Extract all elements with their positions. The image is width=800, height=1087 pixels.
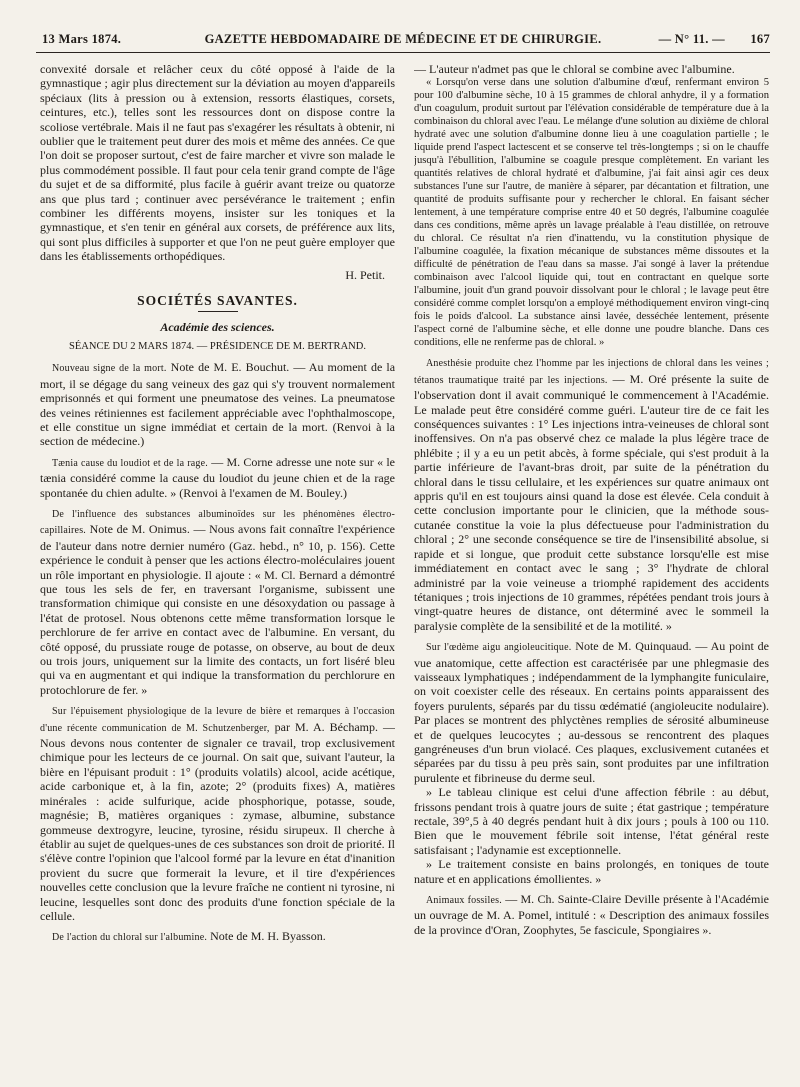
section-title: SOCIÉTÉS SAVANTES. <box>137 293 298 309</box>
page-number: 167 <box>750 32 770 46</box>
article-heading: De l'action du chloral sur l'albumine. <box>52 932 208 944</box>
chloral-continuation: — L'auteur n'admet pas que le chloral se combine avec l'albumine. <box>414 62 735 76</box>
journal-title: GAZETTE HEBDOMADAIRE DE MÉDECINE ET DE CHIRURGIE. <box>204 32 602 46</box>
article-body: — M. Oré présente la suite de l'observation dont il avait communiqué le commencement à l'Académie. Le malade peut être considéré comme guéri. L'auteur tire de ce fait les conséquences suivantes : 1° Les injections intra-veineuses de chloral sont inoffensives. On n'a pas observé chez ce malade la plus légère trace de phlébite ; il y a eu un petit abcès, à forme spéciale, qui s'est produit à la partie inférieure de l'avant-bras droit, par suite de la pénétration du chloral dans le tissu cellulaire, et les expériences sur quatre animaux ont appris qu'il en est toujours ainsi quand la dose est élevée. Cela conduit à cette conclusion importante pour le clinicien, que la méthode sous-cutanée constitue la voie la plus défectueuse pour l'administration du chloral ; 2° une seconde conséquence se tire de l'insensibilité absolue, si rapide et si longue, que produit cette substance lorsqu'elle est mise immédiatement en contact avec le sang ; 3° l'hydrate de chloral administré par la voie veineuse a triomphé rapidement des accidents tétaniques ; trois injections de 10 grammes, répétées pendant trois jours à vingt-quatre heures de distance, ont déterminé avec le sommeil la paralysie complète de la sensibilité et de la motilité. » <box>414 371 769 633</box>
running-header <box>36 30 770 53</box>
article-body: Note de M. Onimus. — Nous avons fait connaître l'expérience de l'auteur dans notre dernier numéro (Gaz. hebd., n° 10, p. 156). Cette expérience le conduit à penser que les actions électro-moléculaires jouent un rôle important en physiologie. Il ajoute : « M. Cl. Bernard a démontré que tous les sels de fer, en traversant l'organisme, subissent une transformation chimique qui consiste en une désoxydation ou passage à l'état de protosel. Nous obtenons cette même transformation lorsque le perchlorure de fer arrive en contact avec de l'albumine. En versant, du côté opposé, du prussiate rouge de potasse, on observe, au bout de deux ou trois jours, uniquement sur la limite des contacts, un fort liséré bleu qui va en augmentant et qui indique la transformation du perchlorure en protochlorure de fer. » <box>40 522 395 697</box>
author-signature: H. Petit. <box>345 267 385 282</box>
article-body: Note de M. Quinquaud. — Au point de vue anatomique, cette affection est caractérisée par une phlegmasie des vaisseaux lymphatiques ; indépendamment de la lymphangite funiculaire, on voit coexister celle des réseaux. En certains points apparaissent des foyers purulents, séparés par du tissu œdématié (angioleucite nodulaire). Par places se montrent des phlyctènes remplies de sérosité albumineuse et de quelques leucocytes ; au-dessous se rencontrent des plaques gangréneuses d'un brun violacé. Ces plaques, exclusivement cutanées et séparées par du tissu à peu près sain, sont produites par une infiltration purulente et fibrineuse du derme seul. <box>414 639 769 785</box>
section-rule <box>198 311 238 312</box>
article-nouveau-signe <box>40 360 395 448</box>
article-heading: Nouveau signe de la mort. <box>52 363 167 375</box>
issue-page <box>659 32 770 47</box>
article-heading: Sur l'épuisement physiologique de la levure de bière et remarques à l'occasion d'une récente communication de M. Schutzenberger, <box>40 706 395 734</box>
article-body: Note de M. E. Bouchut. — Au moment de la mort, il se dégage du sang veineux des gaz qui s'y trouvent normalement emprisonnés et qui forment une pneumatose des veines. La pneumatose des veines rétiniennes est facilement appréciable avec l'ophthalmoscope, et elle constitue un signe immédiat et certain de la mort. (Renvoi à la section de médecine.) <box>40 360 395 449</box>
article-body: par M. A. Béchamp. — Nous devons nous contenter de signaler ce travail, trop exclusivement chimique pour les lecteurs de ce journal. On sait que, suivant l'auteur, la bière en l'épuisant produit : 1° (produits volatils) alcool, acide acétique, acide carbonique et, à la fin, azote; 2° (produits fixes) A, matières minérales : acide sulfurique, acide phosphorique, potasse, soude, magnésie; B, matières organiques : zymase, albumine, substance gommeuse dextrogyre, leucine, tyrosine, résidu sirupeux. Il cherche à établir au sujet de quelques-unes de ces substances son droit de priorité. Il s'élève contre l'opinion que l'alcool formé par la levure en état d'inanition provient du sucre que formerait la levure, et il tire d'expériences nouvelles cette conclusion que la levure fraîche ne contient ni tyrosine, ni leucine, lesquelles sont donc des produits d'une fonction spéciale de la cellule. <box>40 719 395 923</box>
subsection-title: Académie des sciences. <box>160 319 275 334</box>
article-levure <box>40 703 395 923</box>
oedeme-clinique: » Le tableau clinique est celui d'une affection fébrile : au début, frissons pendant trois à quatre jours de suite ; état gastrique ; température rectale, 39°,5 à 40 degrés pendant huit à dix jours ; pouls à 100 ou 110. Bien que le mouvement fébrile soit intense, l'état général reste satisfaisant ; l'adynamie est exceptionnelle. <box>414 785 769 857</box>
article-taenia <box>40 455 395 500</box>
article-heading: Sur l'œdème aigu angioleucitique. <box>426 642 572 654</box>
chloral-quote: « Lorsqu'on verse dans une solution d'albumine d'œuf, renfermant environ 5 pour 100 d'albumine sèche, 10 à 15 grammes de chloral anhydre, il y a formation d'un coagulum, produit surtout par l'élévation considérable de température due à la combinaison du chloral avec l'eau. Le mélange d'une solution au dixième de chloral hydraté avec une solution d'albumine donne lieu à une coagulation partielle ; le liquide prend l'aspect lactescent et se conserve tel très-longtemps ; si on le chauffe jusqu'à l'ébullition, l'albumine se coagule presque complètement. En variant les quantités relatives de chloral hydraté et d'albumine, j'ai fait ainsi agir ces deux substances l'une sur l'autre, de manière à séparer, par décantation et filtration, une quantité de produits suffisante pour y rechercher le chloral. En faisant sécher lentement, à une température comprise entre 40 et 50 degrés, l'albumine coagulée dans ces conditions, même après un lavage préalable à l'eau distillée, on retrouve du chloral. Ce résultat n'a rien d'inattendu, vu la constitution physique de l'albumine coagulée, la fixation mécanique de substances même dissoutes et la difficulté de pénétration de l'eau dans sa masse. J'ai songé à laver la prétendue combinaison avec l'alcool liquide qui, tout en contractant en quelque sorte l'albumine, jouit d'un grand pouvoir dissolvant pour le chloral ; le lavage peut être considéré comme complet lorsqu'on a employé méthodiquement environ vingt-cinq fois le poids d'alcool. La substance ainsi lavée, desséchée lentement, présente l'aspect corné de l'albumine sèche, et elle donne une poudre blanche. Dans ces conditions, elle ne renferme pas de chloral. » <box>414 77 769 349</box>
article-animaux-fossiles <box>414 892 769 937</box>
article-body: — M. Ch. Sainte-Claire Deville présente à l'Académie un ouvrage de M. A. Pomel, intitulé : « Description des animaux fossiles de la province d'Oran, Zoophytes, 5e fascicule, Spongiaires ». <box>414 892 769 937</box>
left-column <box>40 62 395 1072</box>
article-heading: De l'influence des substances albuminoïdes sur les phénomènes électro-capillaires. <box>40 508 395 537</box>
article-body: — M. Corne adresse une note sur « le tænia considéré comme la cause du loudiot du jeune chien et de la rage spontanée du chien adulte. » (Renvoi à l'examen de M. Bouley.) <box>40 454 395 500</box>
article-anesthesie <box>414 355 769 633</box>
seance-line: SÉANCE DU 2 MARS 1874. — PRÉSIDENCE DE M. BERTRAND. <box>69 340 366 352</box>
article-electro-capillaires <box>40 506 395 697</box>
article-heading: Tænia cause du loudiot et de la rage. <box>52 457 208 469</box>
article-oedeme <box>414 639 769 785</box>
issue-date: 13 Mars 1874. <box>42 32 122 46</box>
article-heading: Anesthésie produite chez l'homme par les injections de chloral dans les veines ; tétanos traumatique traité par les injections. <box>414 358 769 386</box>
article-heading: Animaux fossiles. <box>426 895 502 907</box>
oedeme-traitement: » Le traitement consiste en bains prolongés, en toniques de toute nature et en applications émollientes. » <box>414 857 769 886</box>
scoliose-paragraph: convexité dorsale et relâcher ceux du côté opposé à l'aide de la gymnastique ; agir plus directement sur la déviation au moyen d'appareils spéciaux (lits à pression ou à extension, ressorts élastiques, corsets, ceintures, etc.), telles sont les ressources dont on dispose contre la scoliose vertébrale. Mais il ne faut pas s'exagérer les résultats à obtenir, ni oublier que le traitement peut durer des mois et même des années. Ce que l'on doit se proposer surtout, c'est de faire marcher et vivre son malade le plus commodément possible. Il faut pour cela tenir grand compte de l'âge du sujet et de sa difformité, plus facile à guérir avant treize ou quatorze ans que plus tard ; continuer avec persévérance le traitement ; enfin combiner les différents moyens, insister sur les toniques et la gymnastique, et s'en tenir en général aux corsets, de préférence aux lits, qui sont plus difficiles à supporter et que l'on ne peut guère employer que dans les établissements orthopédiques. <box>40 62 395 264</box>
article-chloral-albumine <box>40 929 395 945</box>
right-column <box>414 62 769 1072</box>
issue-number: — N° 11. — <box>658 32 725 46</box>
article-body: Note de M. H. Byasson. <box>210 929 326 944</box>
